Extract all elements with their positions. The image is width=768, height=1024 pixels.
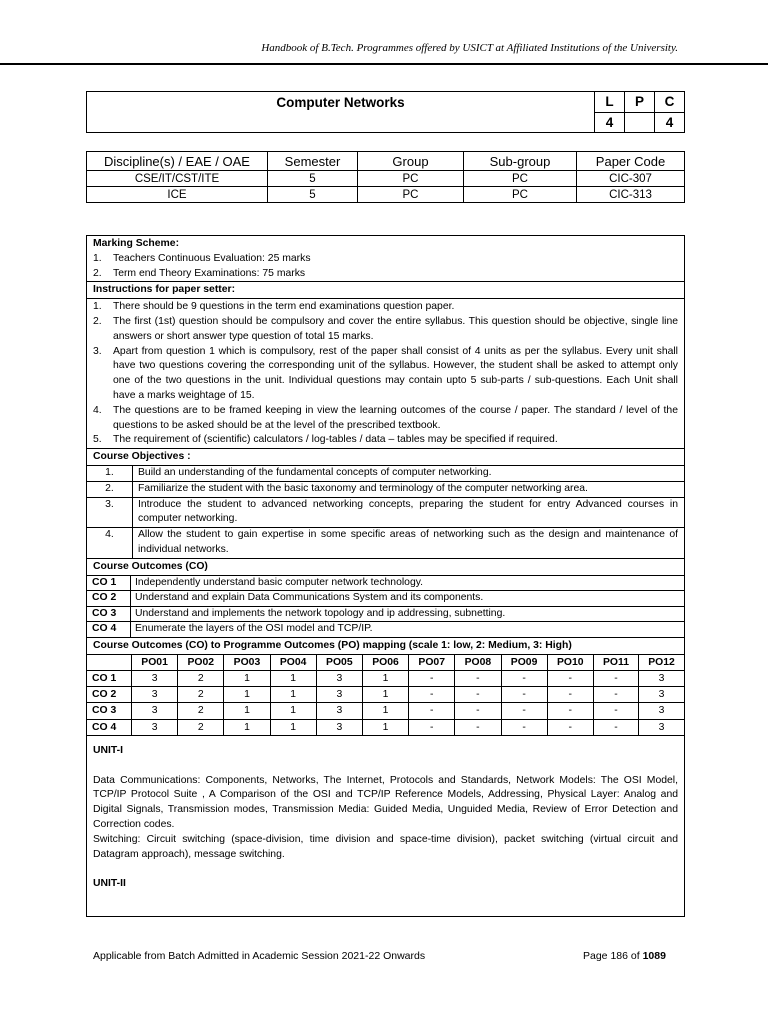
po-header: PO03 <box>224 655 270 671</box>
po-cell: 3 <box>132 719 178 735</box>
item-text: The questions are to be framed keeping in view the learning outcomes of the course / paper. The standard / level of the questions to be asked should be at the level of the prescribed textbook. <box>113 404 678 431</box>
item-text: The first (1st) question should be compulsory and cover the entire syllabus. This question should be objective, single line answers or short answer type question of total 15 marks. <box>113 315 678 342</box>
po-cell: - <box>455 670 501 686</box>
po-cell: 3 <box>132 670 178 686</box>
po-cell: - <box>409 703 455 719</box>
po-cell: 1 <box>224 670 270 686</box>
ltp-value-l: 4 <box>595 112 625 133</box>
item-number: 3. <box>87 497 133 528</box>
po-cell: - <box>409 670 455 686</box>
po-cell: - <box>593 687 638 703</box>
page-header-text: Handbook of B.Tech. Programmes offered by USICT at Affiliated Institutions of the University. <box>261 42 678 54</box>
item-number: 2. <box>93 267 102 279</box>
disc-header: Discipline(s) / EAE / OAE <box>87 152 268 171</box>
po-cell: 2 <box>178 719 224 735</box>
co-code: CO 4 <box>87 622 131 637</box>
list-item <box>93 252 678 267</box>
unit-paragraph: Data Communications: Components, Networks, The Internet, Protocols and Standards, Network Models: The OSI Model, TCP/IP Protocol Suite , A Comparison of the OSI and TCP/IP Reference Models, Addressing, Physical Layer: Analog and Digital Signals, Transmission modes, Transmission Media: Guided Media, Unguided Media, Review of Error Detection and Correction codes. <box>93 774 678 830</box>
table-row <box>87 606 684 622</box>
unit-title: UNIT-II <box>93 878 126 890</box>
po-cell: - <box>547 687 593 703</box>
item-text: Allow the student to gain expertise in some specific areas of networking such as the design and maintenance of individual networks. <box>138 529 678 555</box>
table-row <box>87 576 684 591</box>
item-number: 5. <box>93 434 102 446</box>
po-cell: - <box>409 687 455 703</box>
outcomes-table <box>87 576 684 637</box>
po-cell: 3 <box>639 687 684 703</box>
po-header: PO06 <box>362 655 408 671</box>
co-code: CO 1 <box>87 576 131 591</box>
section-title: Course Outcomes (CO) <box>87 559 684 576</box>
disc-header: Group <box>358 152 464 171</box>
item-number: 1. <box>93 252 102 264</box>
po-cell: 1 <box>362 719 408 735</box>
po-cell: 1 <box>224 687 270 703</box>
header-rule <box>0 63 768 65</box>
po-cell: - <box>501 703 547 719</box>
ltp-value-c: 4 <box>655 112 685 133</box>
table-row <box>87 622 684 637</box>
po-header: PO01 <box>132 655 178 671</box>
po-cell: 1 <box>362 670 408 686</box>
po-cell: 2 <box>178 670 224 686</box>
po-cell: 3 <box>316 703 362 719</box>
objectives-table <box>87 466 684 558</box>
item-text: Term end Theory Examinations: 75 marks <box>113 267 306 279</box>
unit-title: UNIT-I <box>93 744 124 756</box>
ltp-value-p <box>625 112 655 133</box>
po-cell: CO 3 <box>87 703 132 719</box>
list-item <box>93 404 678 434</box>
item-text: Introduce the student to advanced networking concepts, preparing the student for entry Advanced courses in computer networking. <box>133 497 685 528</box>
footer-text: Applicable from Batch Admitted in Academic Session 2021-22 Onwards <box>93 950 426 962</box>
po-cell: 1 <box>270 703 316 719</box>
table-row <box>87 481 684 497</box>
po-cell: 1 <box>224 703 270 719</box>
po-cell: - <box>501 687 547 703</box>
disc-header: Paper Code <box>577 152 685 171</box>
disc-cell: PC <box>464 187 577 203</box>
po-cell: 3 <box>639 703 684 719</box>
po-cell: 3 <box>639 719 684 735</box>
disc-cell: PC <box>358 187 464 203</box>
po-header: PO10 <box>547 655 593 671</box>
po-cell: - <box>593 670 638 686</box>
po-header: PO08 <box>455 655 501 671</box>
item-number: 4. <box>87 528 133 558</box>
po-cell: - <box>593 719 638 735</box>
item-text: Apart from question 1 which is compulsory, rest of the paper shall consist of 4 units as per the syllabus. Every unit shall have two questions covering the corresponding unit of the syllabus. However, the student shall be asked to attempt only one of the two questions in the unit. Individual questions may contain upto 5 sub-parts / sub-questions. Each Unit shall have a marks weightage of 15. <box>113 345 678 401</box>
po-cell: 2 <box>178 703 224 719</box>
po-header: PO05 <box>316 655 362 671</box>
po-cell: - <box>593 703 638 719</box>
list-item <box>93 433 678 448</box>
list-item <box>93 300 678 315</box>
section-title: Instructions for paper setter: <box>87 282 684 299</box>
po-cell: CO 4 <box>87 719 132 735</box>
po-cell: 3 <box>316 687 362 703</box>
po-header <box>87 655 132 671</box>
co-code: CO 3 <box>87 606 131 622</box>
section-title: Course Outcomes (CO) to Programme Outcomes (PO) mapping (scale 1: low, 2: Medium, 3: High) <box>87 638 684 655</box>
item-text: The requirement of (scientific) calculators / log-tables / data – tables may be specified if required. <box>113 434 558 446</box>
po-cell: 2 <box>178 687 224 703</box>
ltp-header-p: P <box>625 92 655 113</box>
co-text: Understand and implements the network topology and ip addressing, subnetting. <box>131 606 685 622</box>
po-cell: CO 1 <box>87 670 132 686</box>
course-title: Computer Networks <box>87 92 595 133</box>
po-cell: 1 <box>270 687 316 703</box>
table-row <box>87 591 684 607</box>
disc-cell: 5 <box>268 187 358 203</box>
po-cell: 3 <box>132 703 178 719</box>
marking-scheme-section <box>87 236 684 282</box>
table-row <box>87 703 684 719</box>
outcomes-section <box>87 576 684 638</box>
po-cell: - <box>455 687 501 703</box>
table-row <box>87 187 685 203</box>
discipline-table <box>86 151 685 203</box>
course-details-box <box>86 235 685 917</box>
item-text: There should be 9 questions in the term end examinations question paper. <box>113 301 455 313</box>
mapping-section <box>87 655 684 736</box>
table-row <box>87 670 684 686</box>
table-row <box>87 171 685 187</box>
ltp-header-c: C <box>655 92 685 113</box>
table-row <box>87 687 684 703</box>
section-title: Marking Scheme: <box>93 238 180 249</box>
disc-cell: CSE/IT/CST/ITE <box>87 171 268 187</box>
po-cell: 1 <box>362 687 408 703</box>
section-title: Course Objectives : <box>87 449 684 466</box>
table-row <box>87 719 684 735</box>
disc-cell: 5 <box>268 171 358 187</box>
item-text: Build an understanding of the fundamental concepts of computer networking. <box>133 466 685 481</box>
po-cell: - <box>409 719 455 735</box>
instructions-section <box>87 299 684 449</box>
list-item <box>93 267 678 282</box>
table-row <box>87 528 684 558</box>
po-cell: - <box>455 703 501 719</box>
po-cell: - <box>501 719 547 735</box>
po-cell: - <box>455 719 501 735</box>
po-header: PO12 <box>639 655 684 671</box>
ltp-header-l: L <box>595 92 625 113</box>
objectives-section <box>87 466 684 559</box>
disc-cell: CIC-307 <box>577 171 685 187</box>
co-code: CO 2 <box>87 591 131 607</box>
po-cell: 3 <box>132 687 178 703</box>
list-item <box>93 345 678 404</box>
syllabus-section <box>87 736 684 892</box>
item-number: 4. <box>93 404 102 416</box>
item-number: 2. <box>93 315 102 327</box>
po-cell: 3 <box>316 719 362 735</box>
po-cell: 3 <box>316 670 362 686</box>
page-number <box>583 950 666 962</box>
item-text: Familiarize the student with the basic taxonomy and terminology of the computer networking area. <box>133 481 685 497</box>
po-header: PO04 <box>270 655 316 671</box>
unit-paragraph: Switching: Circuit switching (space-division, time division and space-time division), packet switching (virtual circuit and Datagram approach), message switching. <box>93 833 678 860</box>
po-cell: - <box>501 670 547 686</box>
page-prefix: Page 186 of <box>583 950 643 962</box>
table-row <box>87 466 684 481</box>
po-cell: - <box>547 719 593 735</box>
item-number: 1. <box>93 301 102 313</box>
po-cell: 1 <box>270 719 316 735</box>
po-cell: - <box>547 670 593 686</box>
po-cell: 1 <box>224 719 270 735</box>
page-total: 1089 <box>642 950 666 962</box>
po-header: PO02 <box>178 655 224 671</box>
disc-header: Sub-group <box>464 152 577 171</box>
table-header-row <box>87 655 684 671</box>
item-number: 3. <box>93 345 102 357</box>
disc-header: Semester <box>268 152 358 171</box>
disc-cell: PC <box>358 171 464 187</box>
po-cell: CO 2 <box>87 687 132 703</box>
table-row <box>87 497 684 528</box>
po-cell: 1 <box>270 670 316 686</box>
disc-cell: CIC-313 <box>577 187 685 203</box>
item-number: 1. <box>87 466 133 481</box>
course-title-table <box>86 91 685 133</box>
po-header: PO07 <box>409 655 455 671</box>
po-cell: 3 <box>639 670 684 686</box>
co-text: Understand and explain Data Communications System and its components. <box>131 591 685 607</box>
po-header: PO09 <box>501 655 547 671</box>
disc-cell: ICE <box>87 187 268 203</box>
disc-cell: PC <box>464 171 577 187</box>
co-text: Independently understand basic computer network technology. <box>131 576 685 591</box>
po-cell: 1 <box>362 703 408 719</box>
list-item <box>93 315 678 345</box>
po-header: PO11 <box>593 655 638 671</box>
item-number: 2. <box>87 481 133 497</box>
co-text: Enumerate the layers of the OSI model and TCP/IP. <box>135 623 373 635</box>
po-cell: - <box>547 703 593 719</box>
co-po-mapping-table <box>87 655 684 735</box>
item-text: Teachers Continuous Evaluation: 25 marks <box>113 252 311 264</box>
